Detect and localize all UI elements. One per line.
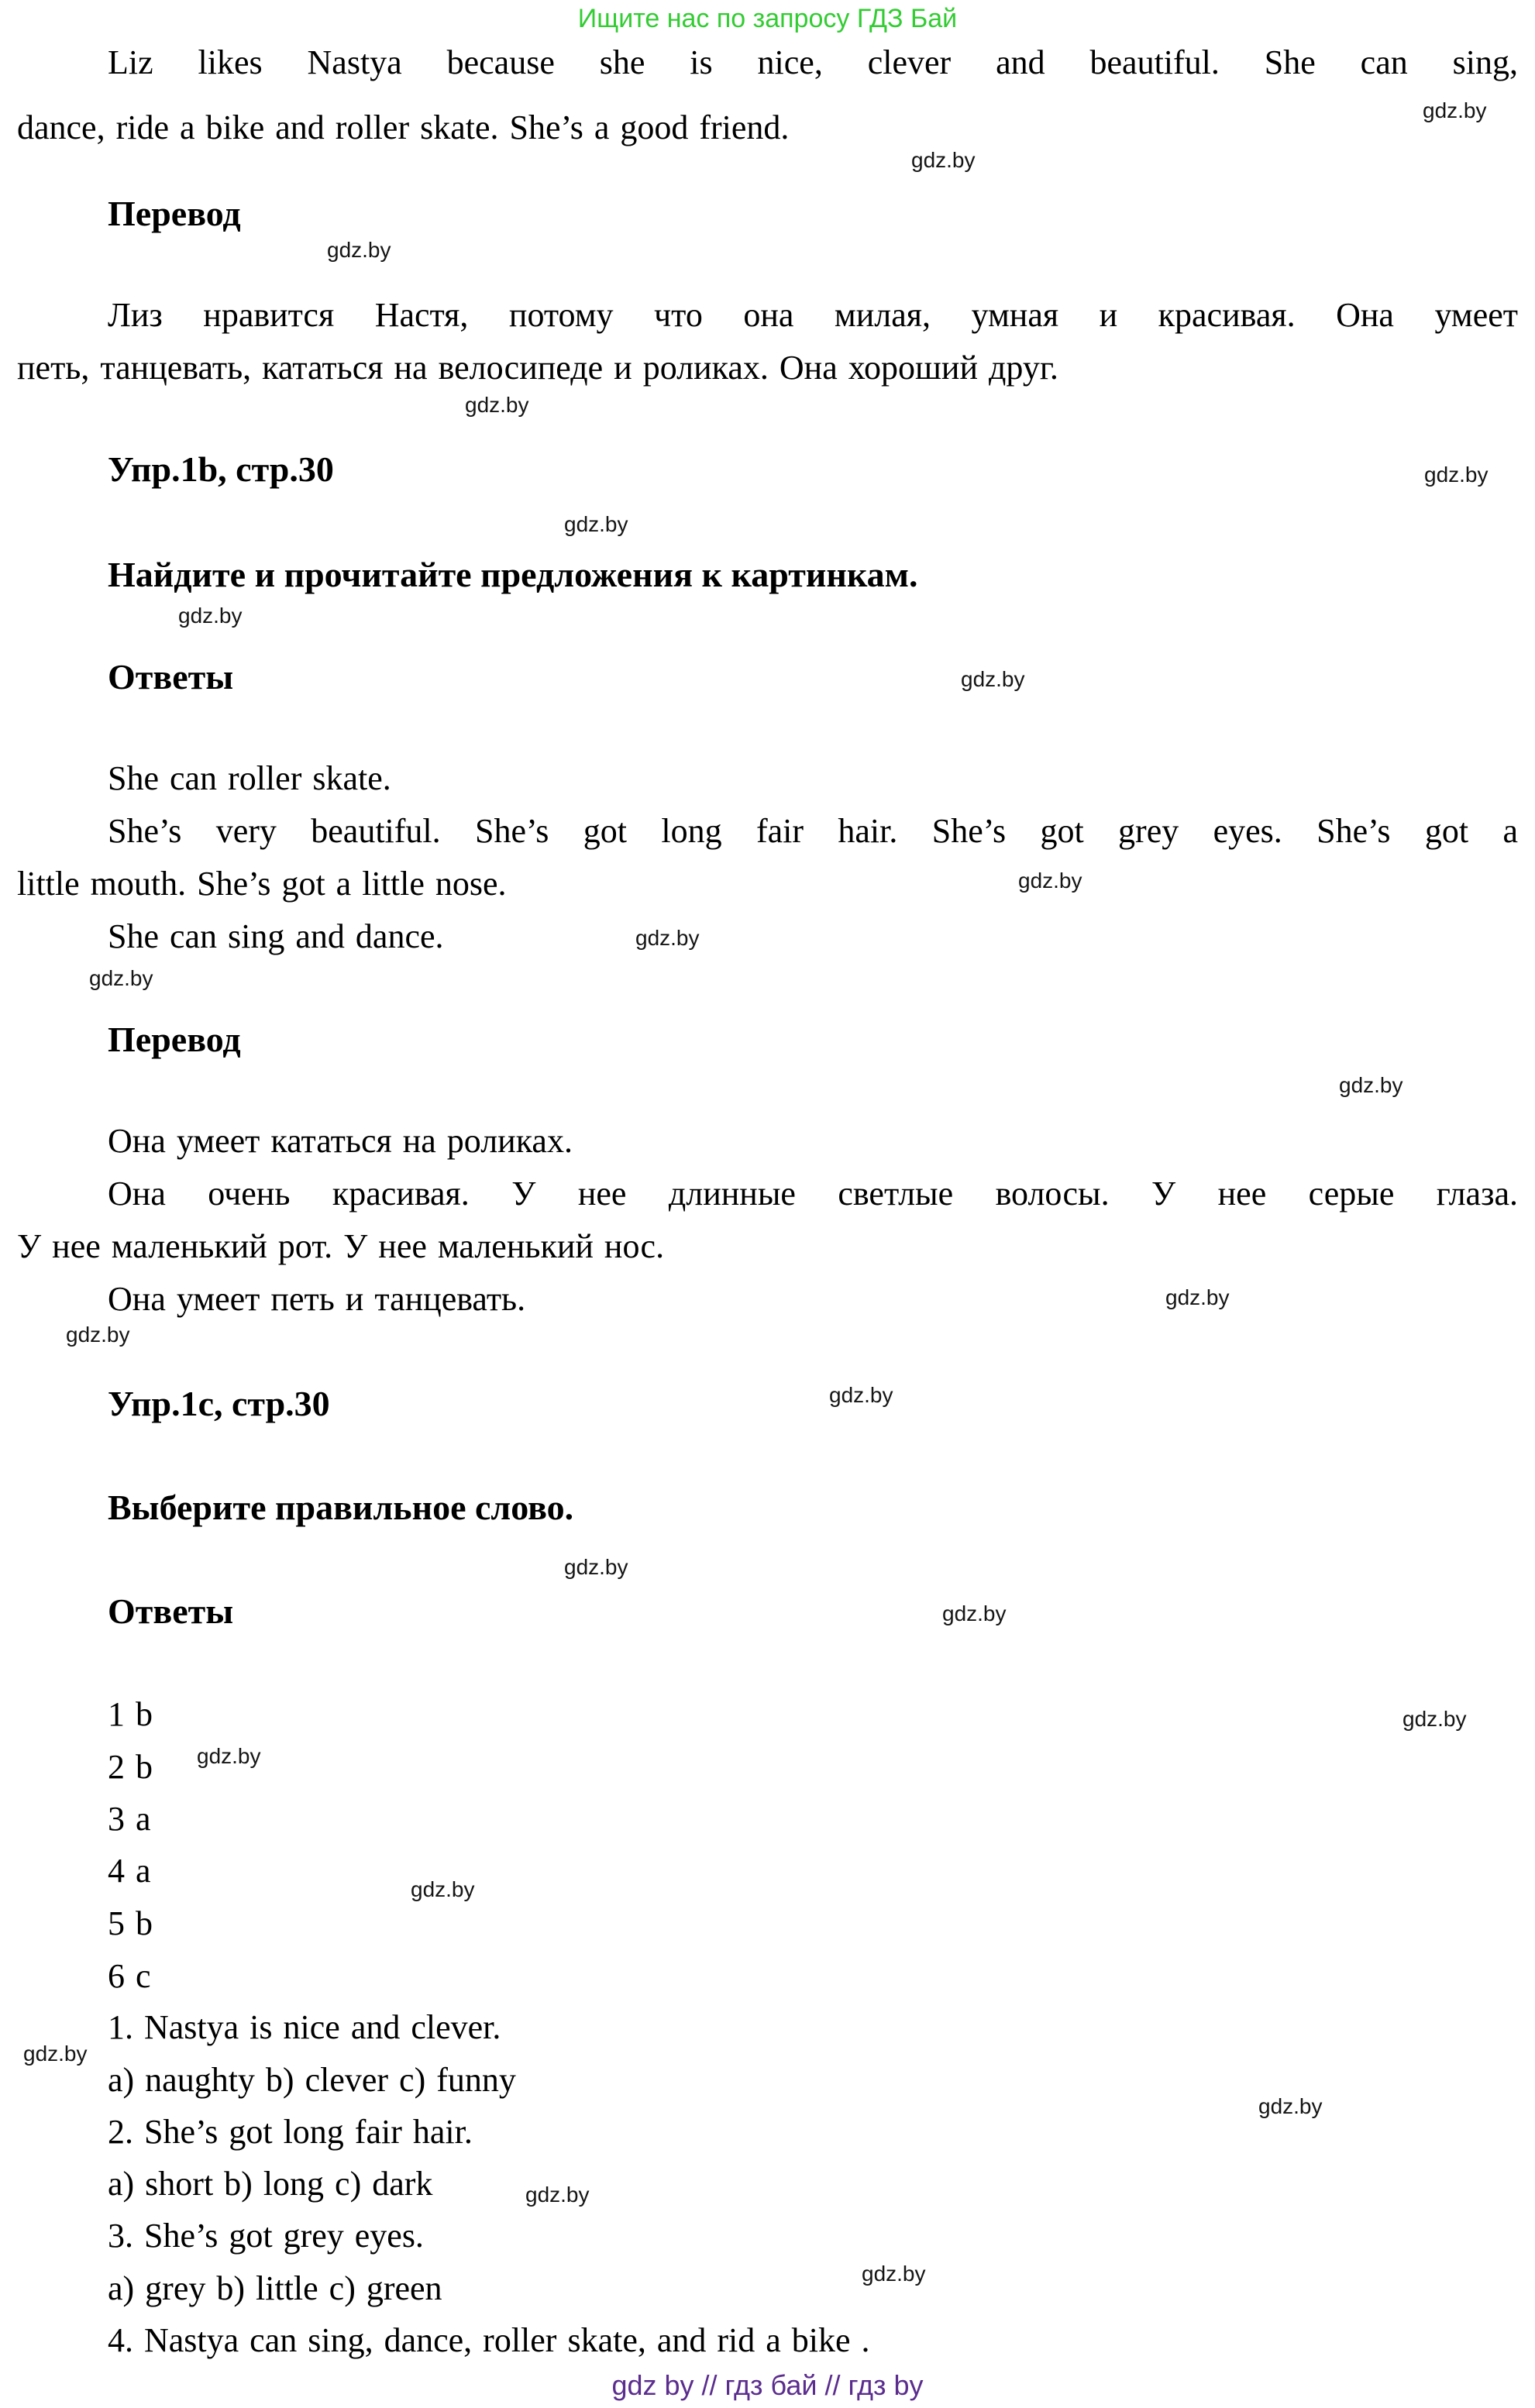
gdz-watermark: gdz.by [1165, 1285, 1230, 1309]
gdz-watermark: gdz.by [327, 238, 391, 262]
answer-en-line: little mouth. She’s got a little nose. [17, 865, 507, 903]
answer-key-line: 3 a [108, 1800, 151, 1838]
gdz-watermark: gdz.by [1018, 869, 1082, 893]
exercise-1b-task: Найдите и прочитайте предложения к картинкам. [108, 555, 918, 594]
gdz-watermark: gdz.by [635, 926, 700, 950]
answer-key-line: 4 a [108, 1852, 151, 1890]
gdz-watermark: gdz.by [829, 1383, 893, 1407]
translation-heading-1b: Перевод [108, 1020, 241, 1059]
en-paragraph-line-1: Liz likes Nastya because she is nice, clever and beautiful. She can sing, [108, 43, 1518, 81]
answer-key-line: 6 c [108, 1957, 151, 1995]
question-line: 1. Nastya is nice and clever. [108, 2008, 501, 2046]
question-line: 3. She’s got grey eyes. [108, 2217, 424, 2255]
gdz-watermark: gdz.by [961, 667, 1025, 691]
translation-heading-intro: Перевод [108, 194, 241, 233]
gdz-watermark: gdz.by [1424, 463, 1489, 487]
gdz-watermark: gdz.by [564, 512, 628, 536]
answer-en-line: She can sing and dance. [108, 917, 444, 955]
ru-paragraph-line-1: Лиз нравится Настя, потому что она милая, умная и красивая. Она умеет [108, 296, 1518, 334]
question-line: 2. She’s got long fair hair. [108, 2113, 473, 2151]
answers-heading-1b: Ответы [108, 657, 234, 697]
gdz-watermark: gdz.by [564, 1555, 628, 1579]
gdz-watermark: gdz.by [525, 2183, 590, 2207]
gdz-watermark: gdz.by [1258, 2094, 1323, 2118]
gdz-watermark: gdz.by [1339, 1073, 1403, 1097]
promo-banner: Ищите нас по запросу ГДЗ Бай [577, 4, 958, 33]
answer-key-line: 1 b [108, 1695, 153, 1733]
question-options-line: a) short b) long c) dark [108, 2165, 433, 2203]
gdz-watermark: gdz.by [23, 2042, 88, 2066]
gdz-watermark: gdz.by [411, 1877, 475, 1901]
answer-ru-line: Она умеет кататься на роликах. [108, 1122, 573, 1160]
question-line: 4. Nastya can sing, dance, roller skate, and rid a bike . [108, 2321, 870, 2359]
gdz-watermark: gdz.by [942, 1601, 1007, 1625]
answer-ru-line: У нее маленький рот. У нее маленький нос. [17, 1227, 665, 1265]
gdz-watermark: gdz.by [89, 966, 153, 990]
exercise-1c-task: Выберите правильное слово. [108, 1488, 574, 1527]
question-options-line: a) naughty b) clever c) funny [108, 2061, 516, 2099]
gdz-watermark: gdz.by [1402, 1707, 1467, 1731]
gdz-watermark: gdz.by [862, 2262, 926, 2286]
footer-searchline: gdz by // гдз бай // гдз by [611, 2369, 924, 2401]
gdz-watermark: gdz.by [1423, 98, 1487, 122]
answer-key-line: 2 b [108, 1748, 153, 1786]
answer-en-line: She can roller skate. [108, 759, 391, 797]
answers-heading-1c: Ответы [108, 1591, 234, 1631]
gdz-watermark: gdz.by [465, 393, 529, 417]
gdz-watermark: gdz.by [197, 1744, 261, 1768]
ru-paragraph-line-2: петь, танцевать, кататься на велосипеде и роликах. Она хороший друг. [17, 349, 1058, 387]
en-paragraph-line-2: dance, ride a bike and roller skate. She’s a good friend. [17, 108, 790, 146]
exercise-1c-heading: Упр.1c, стр.30 [108, 1384, 330, 1423]
exercise-1b-heading: Упр.1b, стр.30 [108, 449, 334, 489]
question-options-line: a) grey b) little c) green [108, 2269, 442, 2307]
answer-key-line: 5 b [108, 1904, 153, 1942]
gdz-watermark: gdz.by [178, 604, 243, 628]
gdz-watermark: gdz.by [66, 1323, 130, 1347]
gdz-watermark: gdz.by [911, 148, 976, 172]
answer-en-line: She’s very beautiful. She’s got long fair hair. She’s got grey eyes. She’s got a [108, 812, 1518, 850]
answer-ru-line: Она очень красивая. У нее длинные светлые волосы. У нее серые глаза. [108, 1175, 1518, 1213]
answer-ru-line: Она умеет петь и танцевать. [108, 1280, 526, 1318]
